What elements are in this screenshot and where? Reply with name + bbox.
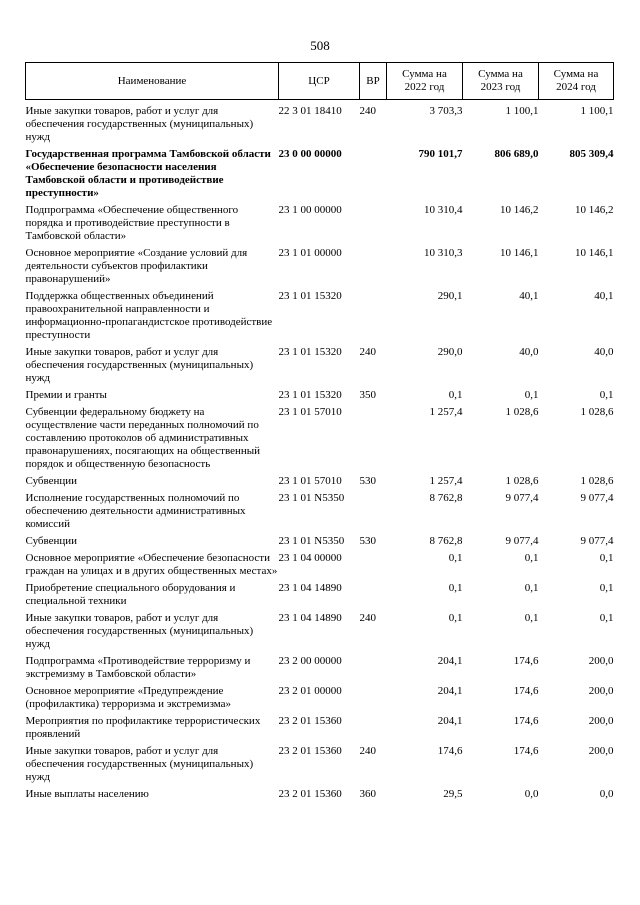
row-sum-2022-cell: 8 762,8 [429, 535, 463, 547]
row-sum-2022-cell: 8 762,8 [429, 492, 463, 504]
row-sum-2023-cell: 9 077,4 [505, 535, 539, 547]
row-sum-2022-cell: 10 310,4 [424, 204, 463, 216]
row-csr-cell: 23 1 04 00000 [278, 552, 342, 564]
row-name-cell: Основное мероприятие «Предупреждение (профилактика) терроризма и экстремизма» [25, 685, 232, 710]
row-name-cell: Исполнение государственных полномочий по обеспечению деятельности административных комиссий [25, 492, 246, 530]
row-sum-2024-cell: 1 100,1 [580, 105, 614, 117]
table-row [26, 535, 614, 552]
row-vr-cell [360, 655, 387, 685]
row-name-cell: Государственная программа Тамбовской области «Обеспечение безопасности населения Тамбовской области и противодействие преступности» [25, 148, 271, 199]
table-row [26, 346, 614, 389]
row-vr-cell: 240 [359, 346, 376, 358]
row-sum-2023-cell: 1 028,6 [505, 406, 539, 418]
table-row [26, 290, 614, 346]
row-sum-2022-cell: 0,1 [448, 552, 463, 564]
row-csr-cell: 23 1 00 00000 [278, 204, 342, 216]
table-body [26, 100, 614, 806]
row-sum-2024-cell: 200,0 [588, 685, 614, 697]
row-csr-cell: 23 1 01 00000 [278, 247, 342, 259]
row-sum-2024-cell: 200,0 [588, 655, 614, 667]
table-row [26, 389, 614, 406]
row-csr-cell: 23 1 01 N5350 [278, 492, 345, 504]
row-vr-cell: 240 [359, 105, 376, 117]
row-sum-2022-cell: 0,1 [448, 389, 463, 401]
row-sum-2023-cell: 174,6 [513, 685, 539, 697]
row-name-cell: Субвенции [25, 475, 78, 487]
table-row [26, 406, 614, 475]
row-vr-cell: 240 [359, 745, 376, 757]
row-sum-2023-cell: 10 146,1 [500, 247, 539, 259]
row-vr-cell: 240 [359, 612, 376, 624]
table-row [26, 475, 614, 492]
row-vr-cell [360, 552, 387, 582]
row-name-cell: Иные закупки товаров, работ и услуг для обеспечения государственных (муниципальных) нужд [25, 612, 254, 650]
row-sum-2023-cell: 174,6 [513, 655, 539, 667]
row-name-cell: Основное мероприятие «Создание условий для деятельности субъектов профилактики правонарушений» [25, 247, 248, 285]
row-sum-2024-cell: 0,0 [599, 788, 614, 800]
row-sum-2024-cell: 0,1 [599, 552, 614, 564]
row-name-cell: Подпрограмма «Противодействие терроризму и экстремизму в Тамбовской области» [25, 655, 251, 680]
table-row [26, 204, 614, 247]
column-header-sum-2022: Сумма на 2022 год [387, 63, 463, 100]
row-sum-2024-cell: 0,1 [599, 612, 614, 624]
row-sum-2024-cell: 200,0 [588, 715, 614, 727]
row-name-cell: Субвенции федеральному бюджету на осуществление части переданных полномочий по составлению протоколов об административных правонарушениях, посягающих на общественный порядок и общественную безопасность [25, 406, 261, 470]
row-name-cell: Поддержка общественных объединений правоохранительной направленности и информационно-пропагандистское противодействие преступности [25, 290, 273, 341]
row-vr-cell: 360 [359, 788, 376, 800]
row-csr-cell: 23 1 01 15320 [278, 290, 342, 302]
row-vr-cell [360, 715, 387, 745]
column-header-csr: ЦСР [279, 63, 360, 100]
row-sum-2022-cell: 790 101,7 [418, 148, 463, 160]
row-sum-2024-cell: 200,0 [588, 745, 614, 757]
budget-table [25, 62, 614, 805]
table-row [26, 100, 614, 149]
row-csr-cell: 23 1 04 14890 [278, 582, 342, 594]
table-row [26, 715, 614, 745]
row-csr-cell: 23 2 01 15360 [278, 788, 342, 800]
row-name-cell: Субвенции [25, 535, 78, 547]
row-sum-2023-cell: 0,0 [524, 788, 539, 800]
row-sum-2022-cell: 1 257,4 [429, 406, 463, 418]
page-number: 508 [310, 38, 330, 53]
row-sum-2022-cell: 204,1 [437, 655, 463, 667]
row-vr-cell: 350 [359, 389, 376, 401]
column-header-sum-2023: Сумма на 2023 год [463, 63, 539, 100]
table-row [26, 492, 614, 535]
row-sum-2023-cell: 0,1 [524, 389, 539, 401]
row-csr-cell: 23 2 00 00000 [278, 655, 342, 667]
row-name-cell: Иные закупки товаров, работ и услуг для обеспечения государственных (муниципальных) нужд [25, 105, 254, 143]
table-row [26, 582, 614, 612]
table-row [26, 612, 614, 655]
row-vr-cell: 530 [359, 535, 376, 547]
table-row [26, 685, 614, 715]
row-sum-2024-cell: 40,1 [594, 290, 614, 302]
row-vr-cell [360, 148, 387, 204]
row-csr-cell: 23 1 01 N5350 [278, 535, 345, 547]
row-sum-2024-cell: 1 028,6 [580, 406, 614, 418]
table-row [26, 655, 614, 685]
row-csr-cell: 23 1 01 57010 [278, 406, 342, 418]
row-vr-cell [360, 204, 387, 247]
table-row [26, 788, 614, 805]
row-sum-2024-cell: 9 077,4 [580, 535, 614, 547]
row-name-cell: Приобретение специального оборудования и специальной техники [25, 582, 236, 607]
row-sum-2022-cell: 0,1 [448, 582, 463, 594]
column-header-vr: ВР [360, 63, 387, 100]
row-sum-2022-cell: 290,1 [437, 290, 463, 302]
row-csr-cell: 23 0 00 00000 [278, 148, 342, 160]
row-sum-2022-cell: 290,0 [437, 346, 463, 358]
row-sum-2024-cell: 9 077,4 [580, 492, 614, 504]
row-vr-cell [360, 492, 387, 535]
row-sum-2023-cell: 0,1 [524, 612, 539, 624]
row-sum-2023-cell: 40,0 [519, 346, 539, 358]
row-sum-2022-cell: 0,1 [448, 612, 463, 624]
row-csr-cell: 23 2 01 15360 [278, 715, 342, 727]
row-sum-2023-cell: 10 146,2 [500, 204, 539, 216]
row-csr-cell: 22 3 01 18410 [278, 105, 342, 117]
row-vr-cell [360, 685, 387, 715]
column-header-sum-2024: Сумма на 2024 год [539, 63, 614, 100]
row-sum-2022-cell: 204,1 [437, 685, 463, 697]
row-vr-cell: 530 [359, 475, 376, 487]
row-sum-2024-cell: 0,1 [599, 582, 614, 594]
row-sum-2023-cell: 174,6 [513, 715, 539, 727]
column-header-name: Наименование [26, 63, 279, 100]
table-row [26, 552, 614, 582]
row-sum-2022-cell: 29,5 [443, 788, 463, 800]
row-csr-cell: 23 2 01 00000 [278, 685, 342, 697]
row-name-cell: Подпрограмма «Обеспечение общественного порядка и противодействие преступности в Тамбовской области» [25, 204, 239, 242]
row-name-cell: Иные закупки товаров, работ и услуг для обеспечения государственных (муниципальных) нужд [25, 745, 254, 783]
row-vr-cell [360, 290, 387, 346]
row-vr-cell [360, 582, 387, 612]
row-sum-2023-cell: 0,1 [524, 552, 539, 564]
row-sum-2023-cell: 806 689,0 [494, 148, 539, 160]
table-row [26, 745, 614, 788]
row-sum-2024-cell: 805 309,4 [569, 148, 614, 160]
row-sum-2024-cell: 10 146,2 [575, 204, 614, 216]
row-sum-2024-cell: 10 146,1 [575, 247, 614, 259]
row-sum-2022-cell: 1 257,4 [429, 475, 463, 487]
row-sum-2023-cell: 0,1 [524, 582, 539, 594]
row-sum-2022-cell: 3 703,3 [429, 105, 463, 117]
table-header [26, 63, 614, 100]
row-sum-2022-cell: 174,6 [437, 745, 463, 757]
row-name-cell: Премии и гранты [25, 389, 107, 401]
row-sum-2023-cell: 1 100,1 [505, 105, 539, 117]
row-csr-cell: 23 1 01 15320 [278, 389, 342, 401]
row-csr-cell: 23 2 01 15360 [278, 745, 342, 757]
row-csr-cell: 23 1 01 57010 [278, 475, 342, 487]
table-row [26, 148, 614, 204]
row-sum-2024-cell: 0,1 [599, 389, 614, 401]
row-name-cell: Мероприятия по профилактике террористических проявлений [25, 715, 261, 740]
row-sum-2023-cell: 40,1 [519, 290, 539, 302]
row-name-cell: Иные закупки товаров, работ и услуг для обеспечения государственных (муниципальных) нужд [25, 346, 254, 384]
row-sum-2023-cell: 174,6 [513, 745, 539, 757]
table-row [26, 247, 614, 290]
row-csr-cell: 23 1 04 14890 [278, 612, 342, 624]
row-vr-cell [360, 247, 387, 290]
row-sum-2022-cell: 204,1 [437, 715, 463, 727]
row-name-cell: Иные выплаты населению [25, 788, 149, 800]
row-vr-cell [360, 406, 387, 475]
row-sum-2023-cell: 1 028,6 [505, 475, 539, 487]
row-csr-cell: 23 1 01 15320 [278, 346, 342, 358]
row-sum-2023-cell: 9 077,4 [505, 492, 539, 504]
row-sum-2024-cell: 1 028,6 [580, 475, 614, 487]
row-sum-2022-cell: 10 310,3 [424, 247, 463, 259]
row-name-cell: Основное мероприятие «Обеспечение безопасности граждан на улицах и в других общественных местах» [25, 552, 278, 577]
row-sum-2024-cell: 40,0 [594, 346, 614, 358]
